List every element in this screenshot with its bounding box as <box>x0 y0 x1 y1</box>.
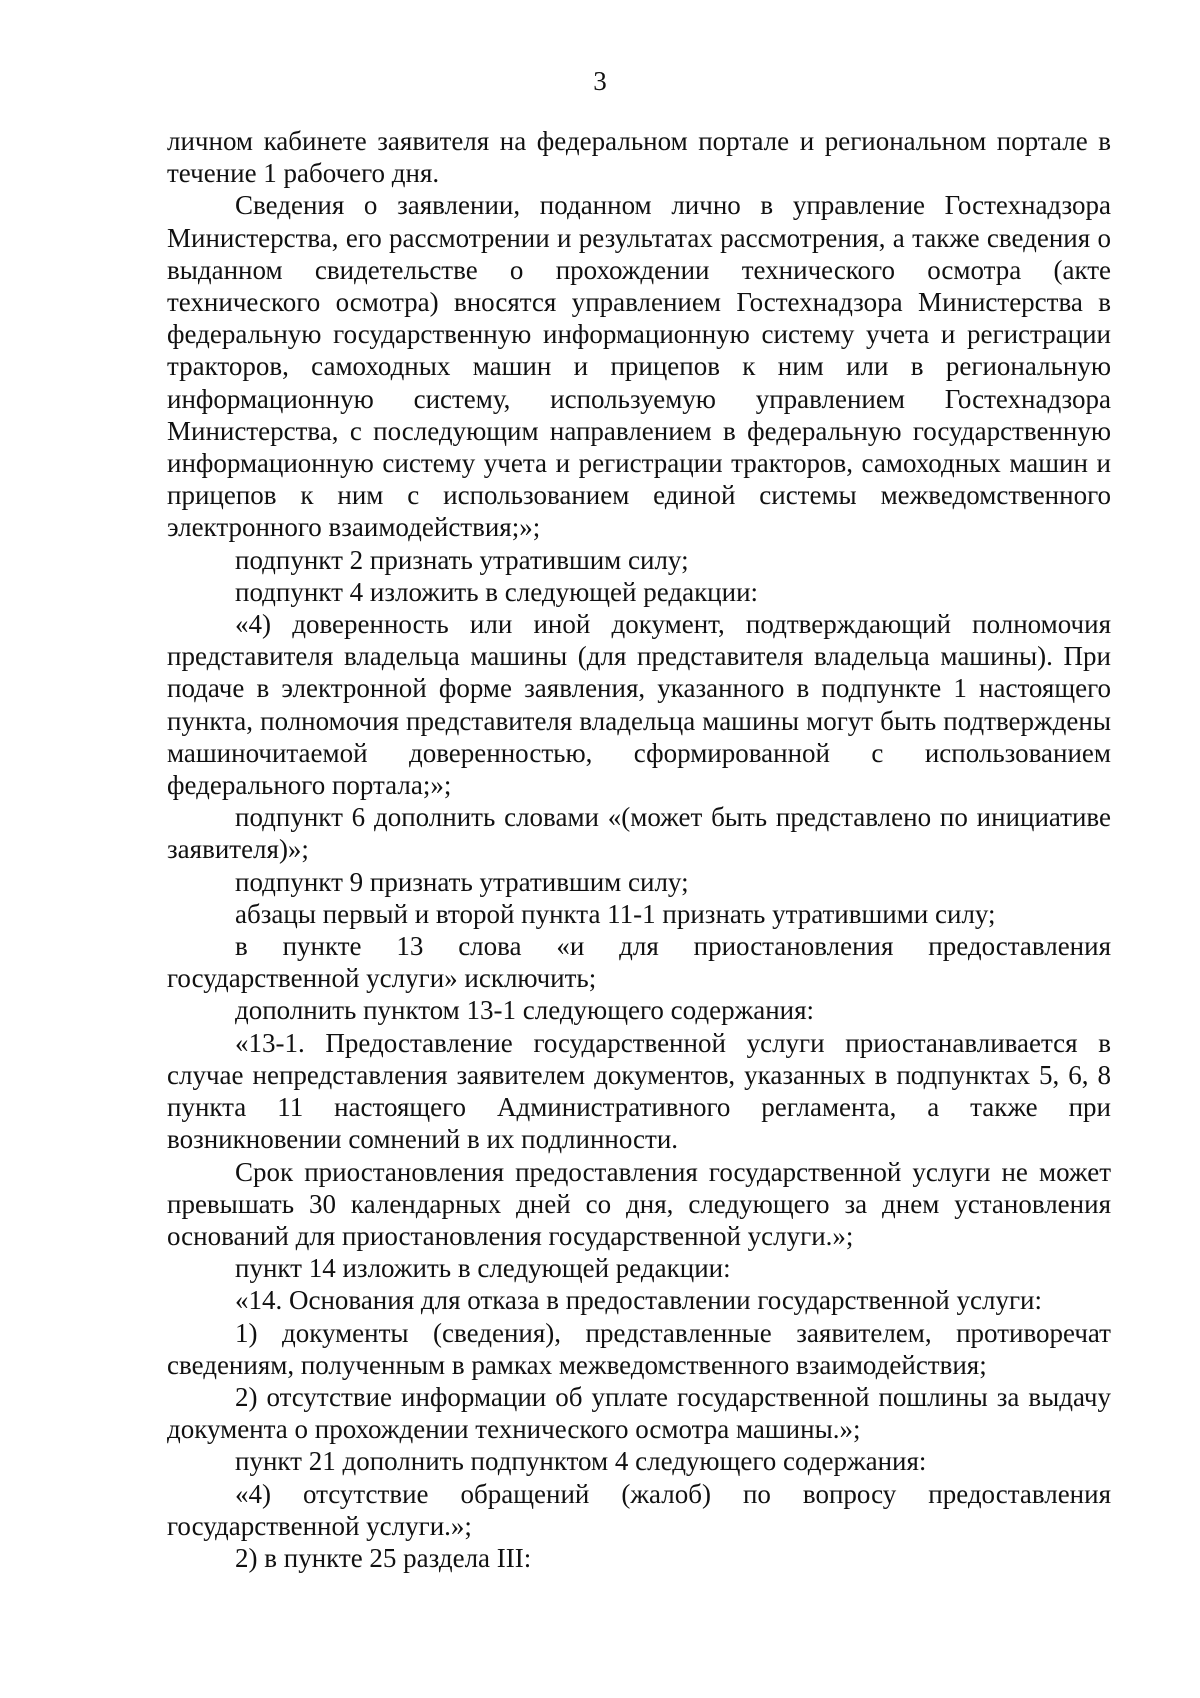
paragraph-5: «4) доверенность или иной документ, подтверждающий полномочия представителя владельца машины (для представителя владельца машины). При подаче в электронной форме заявления, указанного в подпункте 1 настоящего пункта, полномочия представителя владельца машины могут быть подтверждены машиночитаемой доверенностью, сформированной с использованием федерального портала;»; <box>167 609 1111 801</box>
paragraph-19: 2) в пункте 25 раздела III: <box>235 1542 532 1573</box>
paragraph-3: подпункт 2 признать утратившим силу; <box>235 544 689 575</box>
paragraph-18: «4) отсутствие обращений (жалоб) по вопросу предоставления государственной услуги.»; <box>167 1478 1111 1541</box>
paragraph-12: Срок приостановления предоставления государственной услуги не может превышать 30 календарных дней со дня, следующего за днем установления оснований для приостановления государственной услуги.»; <box>167 1156 1111 1251</box>
page-number: 3 <box>593 66 607 96</box>
paragraph-7: подпункт 9 признать утратившим силу; <box>235 866 689 897</box>
paragraph-1: личном кабинете заявителя на федеральном портале и региональном портале в течение 1 рабочего дня. <box>167 126 1111 189</box>
paragraph-9: в пункте 13 слова «и для приостановления предоставления государственной услуги» исключить; <box>167 931 1111 994</box>
paragraph-15: 1) документы (сведения), представленные заявителем, противоречат сведениям, полученным в рамках межведомственного взаимодействия; <box>167 1317 1111 1380</box>
paragraph-17: пункт 21 дополнить подпунктом 4 следующего содержания: <box>235 1446 927 1477</box>
paragraph-4: подпункт 4 изложить в следующей редакции: <box>235 576 759 607</box>
document-body <box>167 125 1111 1574</box>
paragraph-10: дополнить пунктом 13-1 следующего содержания: <box>235 995 815 1026</box>
paragraph-14: «14. Основания для отказа в предоставлении государственной услуги: <box>235 1285 1042 1316</box>
paragraph-8: абзацы первый и второй пункта 11-1 признать утратившими силу; <box>235 898 996 929</box>
paragraph-11: «13-1. Предоставление государственной услуги приостанавливается в случае непредставления заявителем документов, указанных в подпунктах 5, 6, 8 пункта 11 настоящего Административного регламента, а также при возникновении сомнений в их подлинности. <box>167 1027 1111 1155</box>
paragraph-2: Сведения о заявлении, поданном лично в управление Гостехнадзора Министерства, его рассмотрении и результатах рассмотрения, а также сведения о выданном свидетельстве о прохождении технического осмотра (акте технического осмотра) вносятся управлением Гостехнадзора Министерства в федеральную государственную информационную систему учета и регистрации тракторов, самоходных машин и прицепов к ним или в региональную информационную систему, используемую управлением Гостехнадзора Министерства, с последующим направлением в федеральную государственную информационную систему учета и регистрации тракторов, самоходных машин и прицепов к ним с использованием единой системы межведомственного электронного взаимодействия;»; <box>167 190 1111 543</box>
paragraph-6: подпункт 6 дополнить словами «(может быть представлено по инициативе заявителя)»; <box>167 802 1111 865</box>
paragraph-13: пункт 14 изложить в следующей редакции: <box>235 1253 731 1284</box>
paragraph-16: 2) отсутствие информации об уплате государственной пошлины за выдачу документа о прохождении технического осмотра машины.»; <box>167 1381 1111 1445</box>
